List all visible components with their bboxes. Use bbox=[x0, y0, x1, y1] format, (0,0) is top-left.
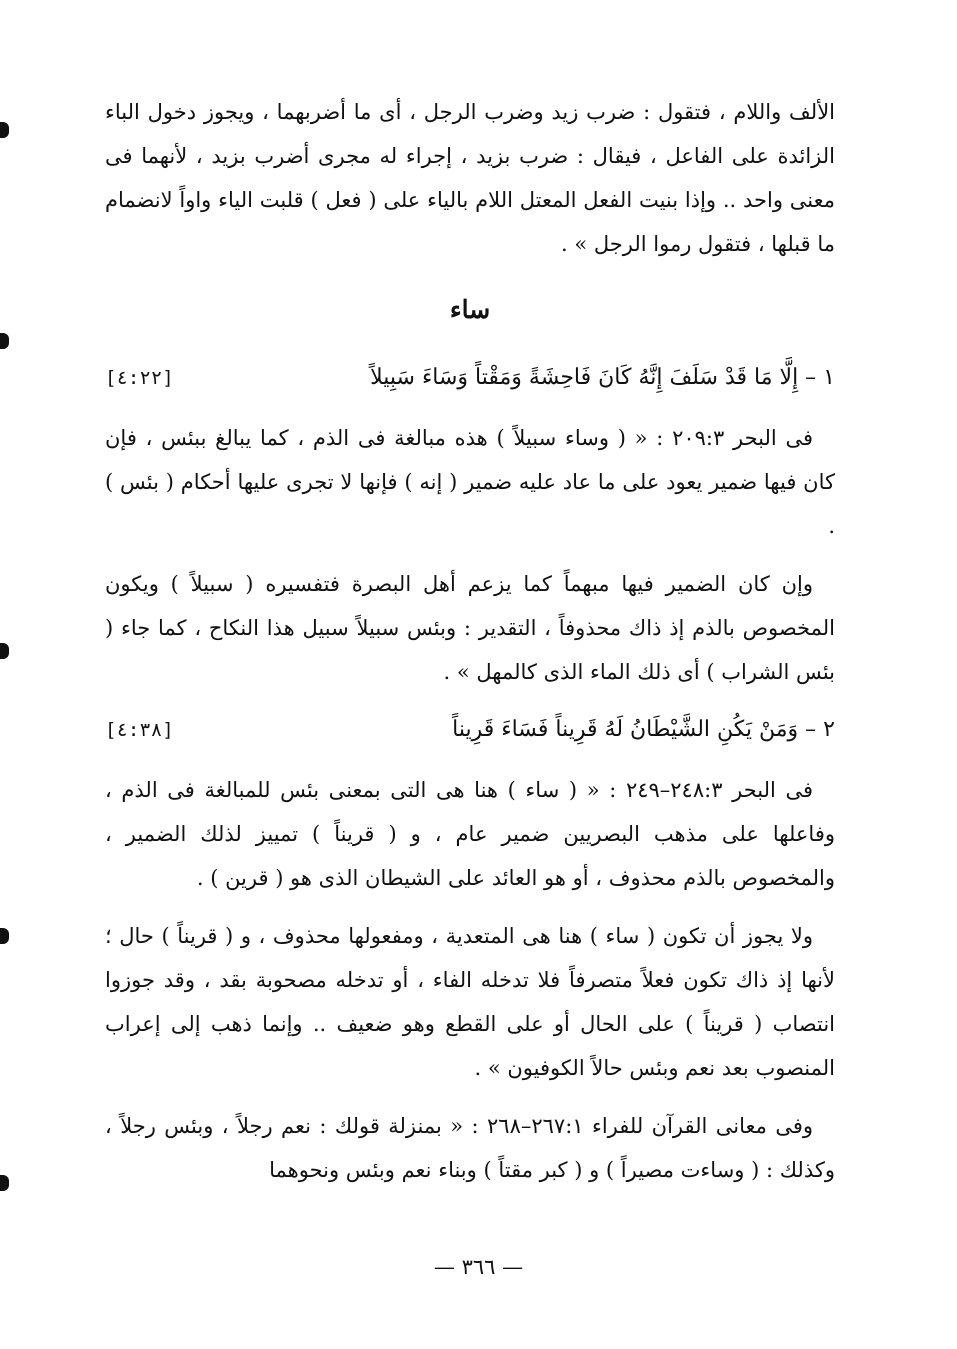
verse-2 bbox=[105, 708, 835, 752]
scan-edge-mark bbox=[0, 122, 9, 138]
verse-reference: [٤:٢٢] bbox=[105, 367, 174, 389]
commentary-paragraph: وإن كان الضمير فيها مبهماً كما يزعم أهل البصرة فتفسيره ( سبيلاً ) ويكون المخصوص بالذم إذ ذاك محذوفاً ، التقدير : وبئس سبيلاً سبيل هذا النكاح ، كما جاء ( بئس الشراب ) أى ذلك الماء الذى كالمهل » . bbox=[105, 572, 835, 684]
section-title: ساء bbox=[449, 295, 491, 324]
commentary-paragraph: فى البحر ٢٠٩:٣ : « ( وساء سبيلاً ) هذه مبالغة فى الذم ، كما يبالغ ببئس ، فإن كان فيها ضمير يعود على ما عاد عليه ضمير ( إنه ) فإنها لا تجرى عليها أحكام ( بئس ) . bbox=[105, 426, 835, 538]
intro-paragraph: الألف واللام ، فتقول : ضرب زيد وضرب الرجل ، أى ما أضربهما ، ويجوز دخول الباء الزائدة على الفاعل ، فيقال : ضرب بزيد ، إجراء له مجرى أضرب بزيد ، لأنهما فى معنى واحد .. وإذا بنيت الفعل المعتل اللام بالياء على ( فعل ) قلبت الياء واواً لانضمام ما قبلها ، فتقول رموا الرجل » . bbox=[105, 100, 835, 256]
verse-text: ١ – إِلَّا مَا قَدْ سَلَفَ إِنَّهُ كَانَ فَاحِشَةً وَمَقْتاً وَسَاءَ سَبِيلاً bbox=[370, 365, 835, 390]
verse-reference: [٤:٣٨] bbox=[105, 719, 174, 741]
page-number: — ٣٦٦ — bbox=[433, 1255, 524, 1279]
commentary-paragraph: فى البحر ٢٤٨:٣–٢٤٩ : « ( ساء ) هنا هى التى بمعنى بئس للمبالغة فى الذم ، وفاعلها على مذهب البصريين ضمير عام ، و ( قريناً ) تمييز لذلك الضمير ، والمخصوص بالذم محذوف ، أو هو العائد على الشيطان الذى هو ( قرين ) . bbox=[105, 778, 835, 890]
commentary-paragraph: ولا يجوز أن تكون ( ساء ) هنا هى المتعدية ، ومفعولها محذوف ، و ( قريناً ) حال ؛ لأنها إذ ذاك تكون فعلاً متصرفاً فلا تدخله الفاء ، أو تدخله مصحوبة بقد ، وقد جوزوا انتصاب ( قريناً ) على الحال أو على القطع وهو ضعيف .. وإنما ذهب إلى إعراب المنصوب بعد نعم وبئس حالاً الكوفيون » . bbox=[105, 924, 835, 1080]
commentary-paragraph: وفى معانى القرآن للفراء ٢٦٧:١–٢٦٨ : « بمنزلة قولك : نعم رجلاً ، وبئس رجلاً ، وكذلك : ( وساءت مصيراً ) و ( كبر مقتاً ) وبناء نعم وبئس ونحوهما bbox=[105, 1114, 835, 1182]
page-body bbox=[105, 90, 835, 1206]
scan-edge-mark bbox=[0, 1175, 9, 1191]
scan-edge-mark bbox=[0, 643, 9, 659]
verse-1 bbox=[105, 356, 835, 400]
scan-edge-mark bbox=[0, 333, 9, 349]
verse-text: ٢ – وَمَنْ يَكُنِ الشَّيْطَانُ لَهُ قَرِيناً فَسَاءَ قَرِيناً bbox=[452, 717, 835, 742]
scan-edge-mark bbox=[0, 928, 9, 944]
